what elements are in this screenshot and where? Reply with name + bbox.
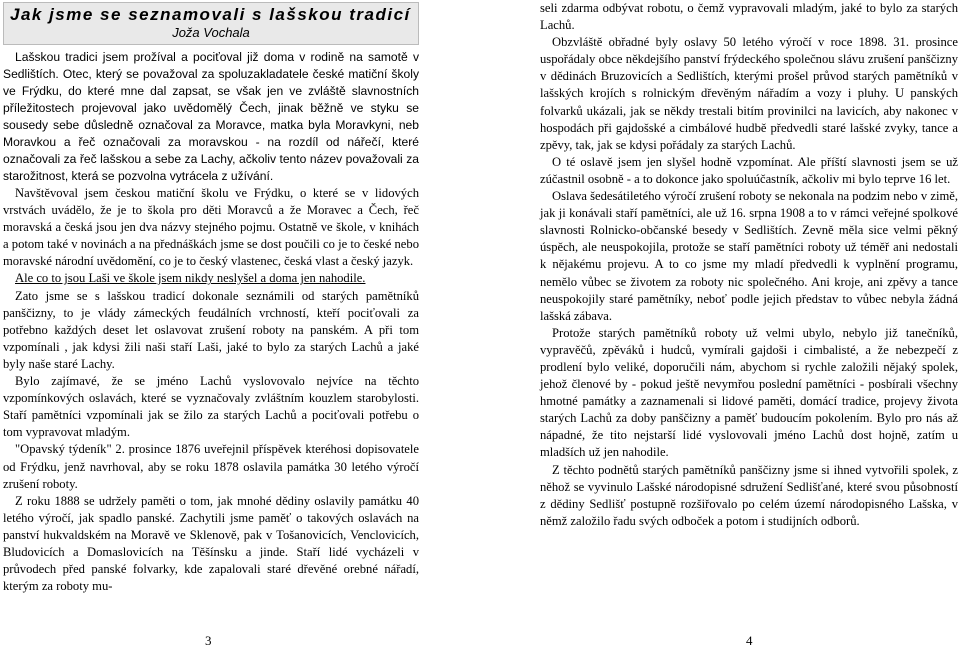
left-column (3, 0, 419, 595)
article-title: Jak jsme se seznamovali s lašskou tradicí (10, 5, 411, 24)
paragraph: Z roku 1888 se udržely paměti o tom, jak mnohé dědiny oslavily památku 40 letého výročí, jak spadlo panské. Zachytili jsme paměť o takových oslavách na panství hukvaldském na Moravě ve Sklenově, pak v Tošanovicích, Venclovicích, Bludovicích a Domaslovicích na Těšínsku a jinde. Staří lidé vycházeli v průvodech před panské folvarky, kde zapalovali staré dřevěné orebné nářadí, kterým za roboty mu- (3, 493, 419, 594)
paragraph: O té oslavě jsem jen slyšel hodně vzpomínat. Ale příští slavnosti jsem se už zúčastnil osobně - a to dokonce jako spoluúčastník, ačkoliv mi bylo teprve 16 let. (540, 154, 958, 186)
paragraph: Navštěvoval jsem českou matiční školu ve Frýdku, o které se v lidových vrstvách uvádělo, že je to škola pro děti Moravců a že Moravec a Čech, řeč moravská a česká jsou jen dva názvy stejného pojmu. Ostatně ve škole, v knihách a potom také v novinách a na přednáškách jsme se dost poučili co je to české nebo moravské národní uvědomění, co je to český vlastenec, česká vlast a český jazyk. (3, 186, 419, 269)
paragraph: Zato jsme se s lašskou tradicí dokonale seznámili od starých pamětníků panščizny, to je vlády zámeckých feudálních vrchností, kteří pociťovali za potřebno každých deset let oslavovat zrušení roboty na panském. A při tom vzpomínali , jak kdysi žili naši staří Laši, jaké to bylo za starých Lachů a jaké byly naše staré Lachy. (3, 288, 419, 371)
paragraph: Protože starých pamětníků roboty už velmi ubylo, nebylo již tanečníků, vypravěčů, zpěváků i hudců, vymírali gajdoši i cimbalisté, a že nebezpečí z prodlení bylo veliké, doporučili nám, abychom si rychle založili nějaký spolek, jehož členové by - pokud ještě nevymřou poslední pamětníci - posbírali všechny hmotné památky a zaznamenali si lidové paměti, domácí tradice, projevy života starých Lachů za doby panščizny a paměť budoucím pokolením. Bylo pro nás až nápadné, že tito nejstarší lidé vyslovovali jméno Lachů dost hojně, zatím u mladších už jen nahodile. (540, 325, 958, 460)
paragraph: Z těchto podnětů starých pamětníků panščizny jsme si ihned vytvořili spolek, z něhož se vyvinulo Lašské národopisné sdružení Sedlišťané, které svou působností z dědiny Sedlišť postupně rozšiřovalo po celém území národopisného Lašska, v němž založilo řadu svých odboček a potom i studijních odborů. (540, 462, 958, 528)
page-number-right: 4 (746, 633, 753, 648)
paragraph: Oslava šedesátiletého výročí zrušení roboty se nekonala na podzim nebo v zimě, jak ji konávali staří pamětníci, ale už 16. srpna 1908 a to v rámci veřejné spolkové slavnosti Rolnicko-občanské besedy v Sedlištích. Zevně měla sice velmi pěkný úspěch, ale neuspokojila, protože se staří pamětníci roboty už téměř ani nedostali k nějakému projevu. A to co jsme my mladí předvedli k vyplnění programu, nemělo vůbec se životem za roboty nic společného. Ani kroje, ani zpěvy a tance neuspokojily staré pamětníky, neboť podle jejich představ to vůbec nebyla žádná lašská zábava. (540, 189, 958, 323)
paragraph: Lašskou tradici jsem prožíval a pociťoval již doma v rodině na samotě v Sedlištích. Otec, který se považoval za spoluzakladatele české matiční školy ve Frýdku, do které mne dal zapsat, se však jen ve zvláště slavnostních příležitostech projevoval jako uvědomělý Čech, jinak běžně ve styku se sousedy sebe důsledně označoval za Moravce, matka byla Moravkyni, neb Moravkou a řeč označovali za moravskou - na rozdíl od nářečí, které označovali za řeč lašskou a sebe za Lachy, ačkoliv tento název považovali za starožitnost, která se pozvolna vytrácela z užívání. (3, 50, 419, 183)
paragraph: Bylo zajímavé, že se jméno Lachů vyslovovalo nejvíce na těchto vzpomínkových oslavách, které se vyznačovaly zvláštním kouzlem starobylosti. Staří pamětníci vzpomínali jak se žilo za starých Lachů a pociťovali potřebu o tom vypravovat mladým. (3, 374, 419, 440)
right-column (540, 0, 958, 530)
paragraph: "Opavský týdeník" 2. prosince 1876 uveřejnil příspěvek kteréhosi dopisovatele od Frýdku, jenž navrhoval, aby se roku 1878 oslavila památka 30 letého výročí zrušení roboty. (3, 442, 419, 491)
title-box (3, 2, 419, 45)
article-author: Joža Vochala (172, 25, 250, 40)
page-number-left: 3 (205, 633, 212, 648)
paragraph: Ale co to jsou Laši ve škole jsem nikdy neslyšel a doma jen nahodile. (15, 271, 366, 286)
paragraph: seli zdarma odbývat robotu, o čemž vypravovali mladým, jaké to bylo za starých Lachů. (540, 1, 958, 33)
paragraph: Obzvláště obřadné byly oslavy 50 letého výročí v roce 1898. 31. prosince uspořádaly obce někdejšího panství frýdeckého společnou slávu zrušení panščizny v dědinách Bruzovicích a Sedlištích, kterými prošel průvod starých pamětníků v lašských krojích s rolnickým dřevěným nářadím a vozy i pluhy. U panských folvarků ukázali, jak se někdy trestali bitím provinilci na lavicích, aby nakonec v hospodách při gajdošské a cimbálové hudbě předvedli staré lašské zvyky, tance a zpěvy, tak, jak se kdysi pořádaly za starých Lachů. (540, 35, 958, 152)
